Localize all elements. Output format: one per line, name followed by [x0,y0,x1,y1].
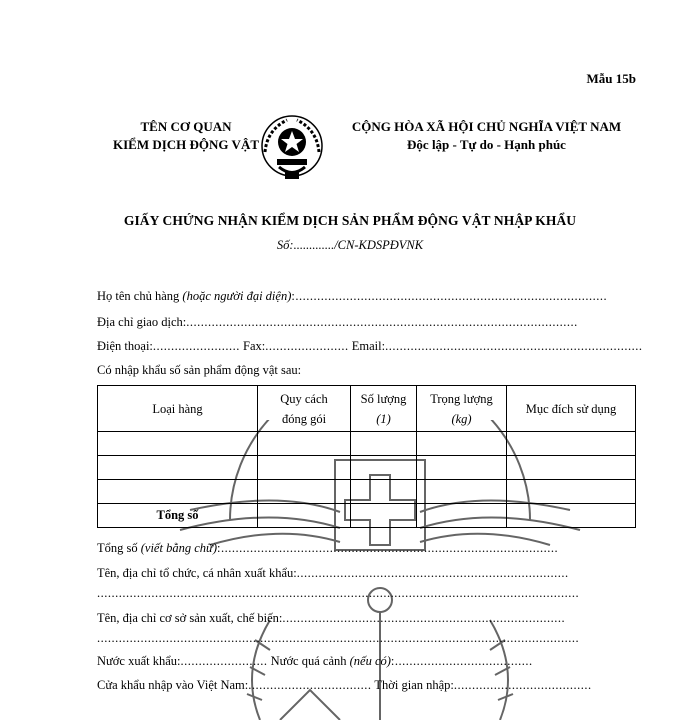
exporter-blank-2[interactable]: ..................................................................................................................................... [97,586,580,600]
national-emblem-icon [257,112,327,184]
facility-blank[interactable]: .............................................................................. [282,611,566,625]
import-time-blank[interactable]: ...................................... [453,678,592,692]
export-country-blank[interactable]: ........................ [180,654,268,668]
republic-heading [334,118,639,154]
facility-field-line2 [97,630,579,646]
goods-table [97,385,636,528]
transit-note: (nếu có) [349,654,391,668]
agency-line-2: KIỂM DỊCH ĐỘNG VẬT [112,137,260,152]
email-blank[interactable]: ....................................................................... [385,339,643,353]
border-gate-field [97,677,592,693]
owner-field [97,288,607,304]
document-title: GIẤY CHỨNG NHẬN KIỂM DỊCH SẢN PHẨM ĐỘNG VẬT NHẬP KHẨU [123,213,577,228]
country-field [97,653,533,669]
owner-label-note: (hoặc người đại diện) [182,289,292,303]
phone-label: Điện thoại: [97,339,153,353]
total-words-note: (viết bằng chữ) [140,541,217,555]
border-gate-label: Cửa khẩu nhập vào Việt Nam: [97,678,249,692]
email-label: Email: [348,339,386,353]
document-number: Số:............./CN-KDSPĐVNK [276,238,424,252]
table-header-row [98,386,636,432]
contact-field [97,338,642,354]
facility-label: Tên, địa chỉ cơ sở sản xuất, chế biến: [97,611,283,625]
col-goods-type: Loại hàng [98,386,258,432]
owner-label: Họ tên chủ hàng [97,289,183,303]
republic-name: CỘNG HÒA XÃ HỘI CHỦ NGHĨA VIỆT NAM [351,119,622,134]
exporter-blank[interactable]: ........................................................................... [296,566,569,580]
phone-blank[interactable]: ........................ [152,339,240,353]
fax-blank[interactable]: ....................... [265,339,349,353]
col-packing: Quy cách đóng gói [258,386,351,432]
address-blank[interactable]: ............................................................................................................ [186,315,578,329]
total-words-field [97,540,558,556]
border-gate-blank[interactable]: .................................. [248,678,372,692]
agency-line-1: TÊN CƠ QUAN [140,119,232,134]
exporter-field-line2 [97,585,579,601]
facility-blank-2[interactable]: ..................................................................................................................................... [97,631,580,645]
table-row [98,432,636,456]
table-row [98,480,636,504]
fax-label: Fax: [239,339,266,353]
transit-blank[interactable]: :...................................... [390,654,533,668]
transit-label: Nước quá cảnh [267,654,350,668]
total-label: Tổng số [98,504,258,528]
table-total-row [98,504,636,528]
table-row [98,456,636,480]
exporter-field [97,565,569,581]
exporter-label: Tên, địa chỉ tổ chức, cá nhân xuất khẩu: [97,566,297,580]
col-purpose: Mục đích sử dụng [507,386,636,432]
col-quantity: Số lượng (1) [351,386,417,432]
republic-motto: Độc lập - Tự do - Hạnh phúc [407,137,566,152]
owner-blank[interactable]: :...................................................................................... [291,289,608,303]
export-country-label: Nước xuất khẩu: [97,654,181,668]
facility-field [97,610,565,626]
intro-text: Có nhập khẩu số sản phẩm động vật sau: [97,363,302,377]
col-weight: Trọng lượng (kg) [417,386,507,432]
total-words-blank[interactable]: :............................................................................................. [216,541,559,555]
form-code: Mẫu 15b [586,71,636,86]
total-words-label: Tổng số [97,541,141,555]
address-label: Địa chỉ giao dịch: [97,315,187,329]
import-time-label: Thời gian nhập: [371,678,454,692]
address-field [97,314,578,330]
agency-name [96,118,276,154]
